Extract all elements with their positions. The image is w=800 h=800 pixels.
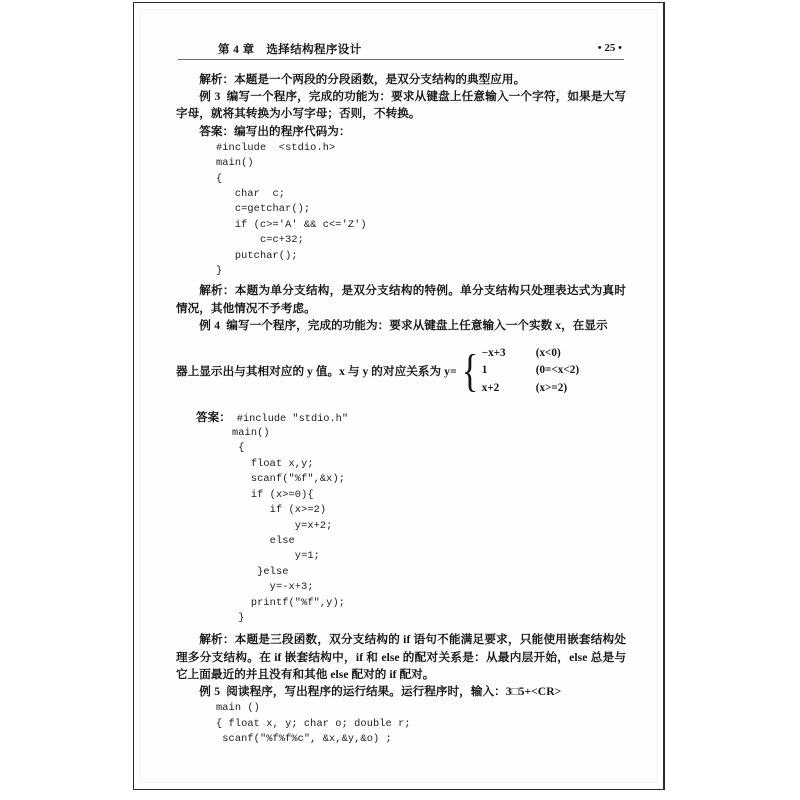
header-chapter-title: 第 4 章 选择结构程序设计 <box>218 44 362 56</box>
case-row <box>482 345 579 363</box>
code-line: main () <box>216 702 260 715</box>
book-page <box>133 2 665 790</box>
code-line: if (x>=2) <box>232 504 327 517</box>
example-4-paragraph <box>176 317 626 334</box>
code-line: #include <stdio.h> <box>216 141 336 154</box>
piecewise-cases <box>482 345 579 398</box>
formula-lead-text: 器上显示出与其相对应的 y 值。x 与 y 的对应关系为 y= <box>176 365 457 379</box>
code-line: y=x+2; <box>232 519 333 532</box>
example-3-answer-label: 答案：编写出的程序代码为： <box>199 124 351 138</box>
code-line: printf("%f",y); <box>232 596 346 609</box>
example-4-label: 例 4 <box>199 318 221 332</box>
code-line: float x,y; <box>232 457 314 470</box>
body-column <box>176 71 626 747</box>
example-5-text: 阅读程序，写出程序的运行结果。运行程序时，输入：3□5+<CR> <box>226 684 562 698</box>
case-expression: −x+3 <box>481 346 506 359</box>
example-3-label: 例 3 <box>199 90 221 104</box>
example-5-paragraph <box>176 683 626 700</box>
code-line: if (x>=0){ <box>232 488 314 501</box>
example-3-text: 编写一个程序，完成的功能为：要求从键盘上任意输入一个字符，如果是大写字母，就将其转换为小写字母；否则，不转换。 <box>176 90 626 121</box>
piecewise-function <box>176 343 626 399</box>
case-condition: (x<0) <box>535 346 561 359</box>
code-line: putchar(); <box>216 249 298 262</box>
page-inner <box>140 9 658 783</box>
case-expression: x+2 <box>481 381 500 394</box>
code-line: { <box>232 442 245 455</box>
code-line: else <box>232 534 295 547</box>
code-line: c=c+32; <box>216 234 304 247</box>
running-header <box>174 41 630 57</box>
code-line: y=-x+3; <box>232 581 314 594</box>
analysis-paragraph-3: 解析：本题是三段函数，双分支结构的 if 语句不能满足要求，只能使用嵌套结构处理多分支结构。在 if 嵌套结构中，if 和 else 的配对关系是：从最内层开始，else 总是与它上面最近的并且没有和其他 else 配对的 if 配对。 <box>176 633 626 681</box>
header-rule <box>178 59 624 60</box>
analysis-paragraph-2: 解析：本题为单分支结构，是双分支结构的特例。单分支结构只处理表达式为真时情况，其他情况不予考虑。 <box>176 284 626 315</box>
example-4-answer-row <box>176 409 626 425</box>
code-line: char c; <box>216 188 286 201</box>
example-4-answer-label: 答案： <box>196 411 231 425</box>
case-expression: 1 <box>481 364 488 377</box>
code-line: if (c>='A' && c<='Z') <box>216 218 367 231</box>
code-line: }else <box>232 565 289 578</box>
code-line: #include "stdio.h" <box>236 413 349 426</box>
page-number: • 25 • <box>597 42 622 54</box>
code-line: y=1; <box>232 550 320 563</box>
code-line: scanf("%f%f%c", &x,&y,&o) ; <box>216 732 392 745</box>
code-line: } <box>232 611 245 624</box>
example-3-paragraph <box>176 88 626 122</box>
left-curly-brace-icon: { <box>461 345 478 397</box>
code-line: main() <box>216 157 254 170</box>
case-condition: (0=<x<2) <box>535 364 580 377</box>
code-line: } <box>216 265 223 278</box>
analysis-paragraph-1: 解析：本题是一个两段的分段函数，是双分支结构的典型应用。 <box>199 73 526 86</box>
spacer <box>176 401 626 409</box>
case-row <box>482 380 579 398</box>
code-line: c=getchar(); <box>216 203 311 216</box>
example-4-code-block <box>176 426 626 626</box>
code-line: scanf("%f",&x); <box>232 473 346 486</box>
case-row <box>482 362 579 380</box>
example-3-code-block <box>176 141 626 280</box>
example-5-label: 例 5 <box>199 684 221 698</box>
code-line: main() <box>232 427 270 440</box>
code-line: { <box>216 172 223 185</box>
code-line: { float x, y; char o; double r; <box>216 717 411 730</box>
case-condition: (x>=2) <box>535 381 568 394</box>
example-4-text: 编写一个程序，完成的功能为：要求从键盘上任意输入一个实数 x，在显示 <box>226 318 608 332</box>
example-5-code-block <box>176 701 626 747</box>
